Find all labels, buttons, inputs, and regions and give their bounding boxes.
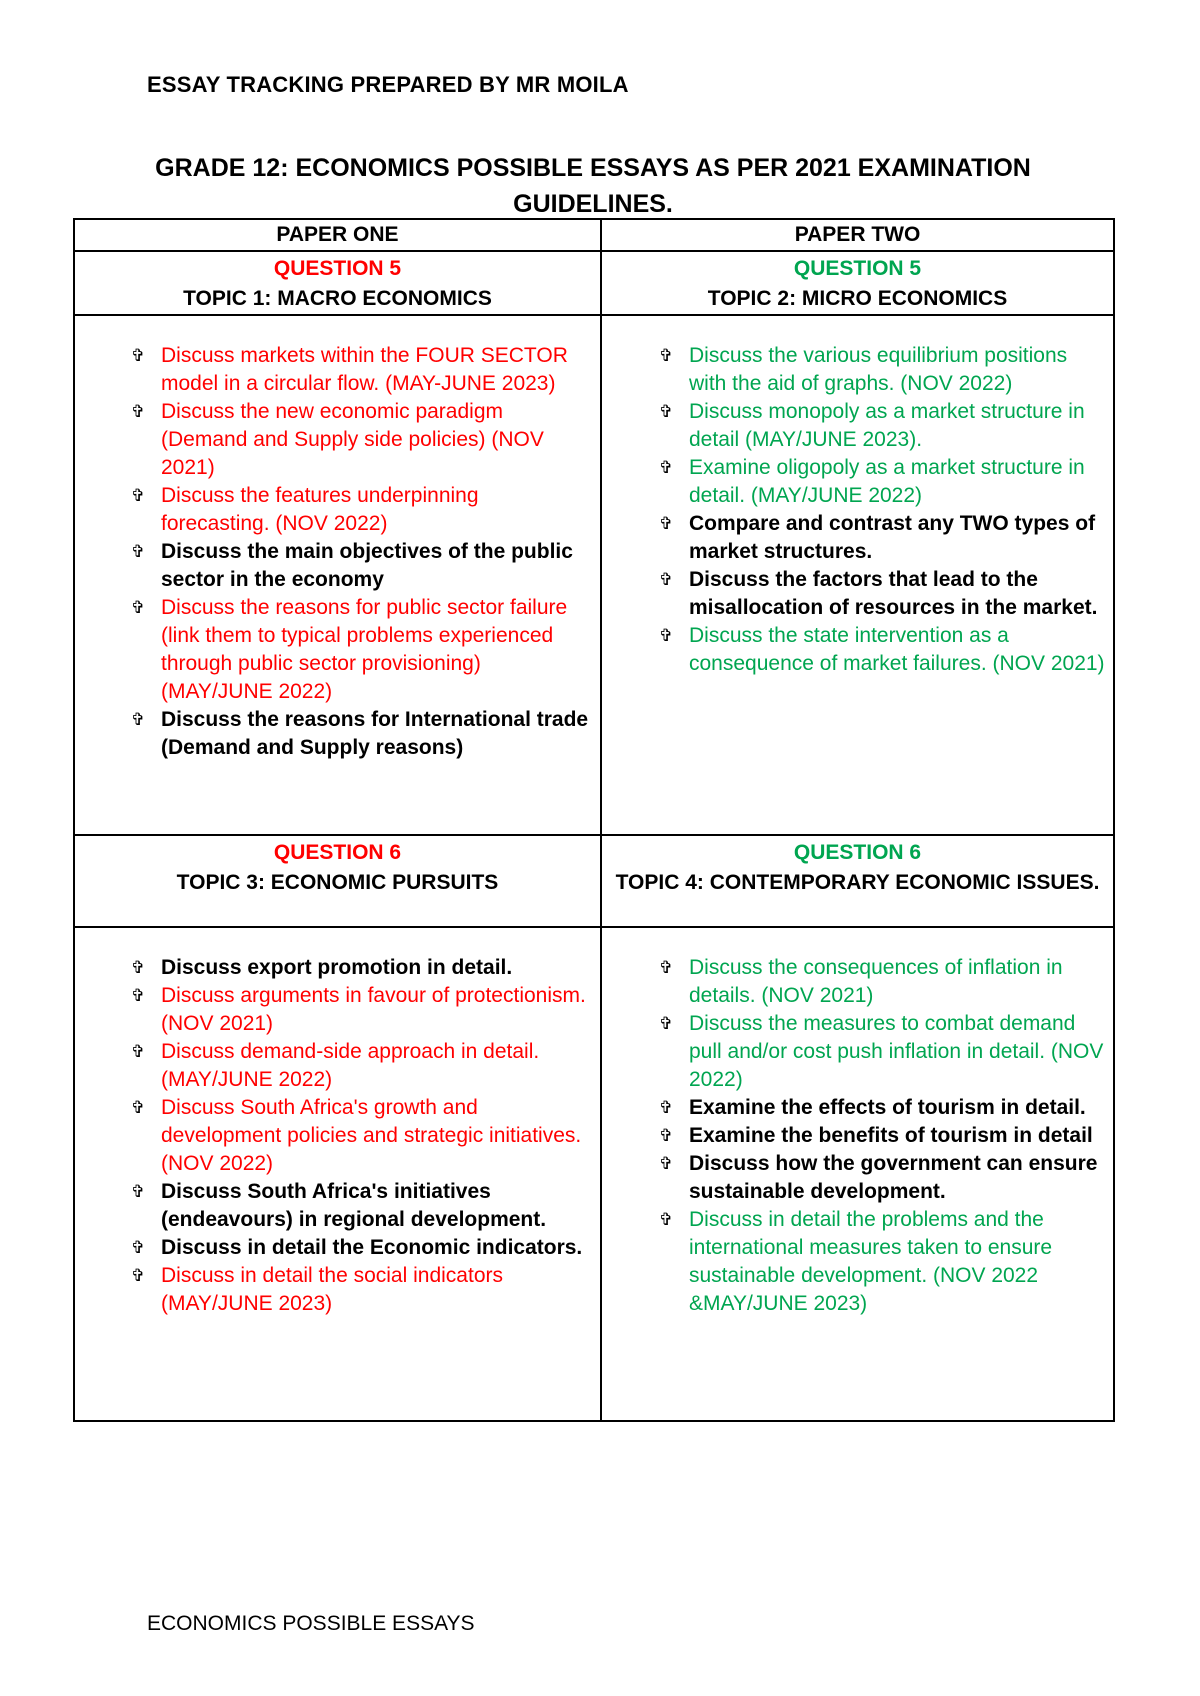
cross-bullet-icon: ✞ bbox=[658, 514, 674, 534]
essay-item bbox=[130, 1038, 592, 1094]
essay-text: Discuss export promotion in detail. bbox=[161, 956, 513, 979]
essay-item bbox=[130, 398, 592, 482]
document-title: GRADE 12: ECONOMICS POSSIBLE ESSAYS AS PER 2021 EXAMINATION GUIDELINES. bbox=[155, 154, 1031, 218]
paper-header-row bbox=[74, 219, 1114, 251]
cross-bullet-icon: ✞ bbox=[130, 986, 146, 1006]
essay-item bbox=[130, 1178, 592, 1234]
essay-item bbox=[658, 342, 1109, 398]
cross-bullet-icon: ✞ bbox=[658, 1014, 674, 1034]
topic-4-essays bbox=[601, 927, 1114, 1421]
essay-text: Discuss South Africa's growth and development policies and strategic initiatives. (NOV 2022) bbox=[161, 1096, 582, 1175]
topic-label: TOPIC 1: MACRO ECONOMICS bbox=[183, 287, 492, 310]
essay-item bbox=[130, 482, 592, 538]
essay-item bbox=[658, 566, 1109, 622]
cross-bullet-icon: ✞ bbox=[130, 598, 146, 618]
cross-bullet-icon: ✞ bbox=[658, 1126, 674, 1146]
essay-text: Discuss the reasons for public sector failure (link them to typical problems experienced through public sector provisioning) (MAY/JUNE 2022) bbox=[161, 596, 568, 703]
essay-text: Discuss in detail the Economic indicators. bbox=[161, 1236, 583, 1259]
essay-text: Discuss in detail the problems and the international measures taken to ensure sustainable development. (NOV 2022 &MAY/JUNE 2023) bbox=[689, 1208, 1053, 1315]
essay-text: Discuss the reasons for International trade (Demand and Supply reasons) bbox=[161, 708, 589, 759]
question-label: QUESTION 5 bbox=[273, 257, 402, 280]
essay-item bbox=[130, 342, 592, 398]
topic-1-essays bbox=[74, 315, 601, 835]
cross-bullet-icon: ✞ bbox=[130, 1182, 146, 1202]
essay-item bbox=[130, 954, 592, 982]
cross-bullet-icon: ✞ bbox=[658, 1154, 674, 1174]
essay-text: Discuss the various equilibrium positions with the aid of graphs. (NOV 2022) bbox=[689, 344, 1068, 395]
essay-item bbox=[130, 1234, 592, 1262]
essay-item bbox=[658, 622, 1109, 678]
cross-bullet-icon: ✞ bbox=[658, 626, 674, 646]
cross-bullet-icon: ✞ bbox=[130, 346, 146, 366]
cross-bullet-icon: ✞ bbox=[130, 402, 146, 422]
essay-item bbox=[658, 510, 1109, 566]
cross-bullet-icon: ✞ bbox=[130, 1042, 146, 1062]
essay-text: Discuss the main objectives of the public sector in the economy bbox=[161, 540, 573, 591]
essay-item bbox=[658, 954, 1109, 1010]
section-2-items-row bbox=[74, 927, 1114, 1421]
topic-2-essays bbox=[601, 315, 1114, 835]
essay-text: Discuss the consequences of inflation in details. (NOV 2021) bbox=[689, 956, 1063, 1007]
cross-bullet-icon: ✞ bbox=[130, 710, 146, 730]
essay-text: Discuss the factors that lead to the misallocation of resources in the market. bbox=[689, 568, 1098, 619]
essay-item bbox=[130, 706, 592, 762]
essay-text: Discuss South Africa's initiatives (endeavours) in regional development. bbox=[161, 1180, 547, 1231]
cross-bullet-icon: ✞ bbox=[130, 1098, 146, 1118]
essay-text: Discuss the measures to combat demand pull and/or cost push inflation in detail. (NOV 2022) bbox=[689, 1012, 1104, 1091]
section-1-items-row bbox=[74, 315, 1114, 835]
question-label: QUESTION 6 bbox=[793, 841, 922, 864]
essay-item bbox=[658, 1150, 1109, 1206]
essay-item bbox=[130, 982, 592, 1038]
topic-1-header bbox=[74, 251, 601, 315]
cross-bullet-icon: ✞ bbox=[658, 346, 674, 366]
section-1-topic-row bbox=[74, 251, 1114, 315]
cross-bullet-icon: ✞ bbox=[130, 958, 146, 978]
essay-text: Examine oligopoly as a market structure in detail. (MAY/JUNE 2022) bbox=[689, 456, 1085, 507]
essay-item bbox=[658, 398, 1109, 454]
paper-two-header: PAPER TWO bbox=[601, 219, 1114, 251]
cross-bullet-icon: ✞ bbox=[658, 570, 674, 590]
topic-2-header bbox=[601, 251, 1114, 315]
topic-label: TOPIC 3: ECONOMIC PURSUITS bbox=[176, 871, 499, 894]
topic-3-essays bbox=[74, 927, 601, 1421]
essay-list bbox=[75, 316, 600, 762]
essay-text: Discuss the features underpinning forecasting. (NOV 2022) bbox=[161, 484, 479, 535]
topic-label: TOPIC 2: MICRO ECONOMICS bbox=[707, 287, 1008, 310]
essay-list bbox=[75, 928, 600, 1318]
essay-list bbox=[602, 928, 1113, 1318]
topic-4-header bbox=[601, 835, 1114, 927]
essay-text: Discuss markets within the FOUR SECTOR model in a circular flow. (MAY-JUNE 2023) bbox=[161, 344, 568, 395]
essay-text: Discuss in detail the social indicators (MAY/JUNE 2023) bbox=[161, 1264, 503, 1315]
essay-text: Discuss how the government can ensure sustainable development. bbox=[689, 1152, 1098, 1203]
topic-3-header bbox=[74, 835, 601, 927]
document-header: ESSAY TRACKING PREPARED BY MR MOILA bbox=[147, 72, 629, 97]
essay-item bbox=[658, 454, 1109, 510]
question-label: QUESTION 5 bbox=[793, 257, 922, 280]
topic-label: TOPIC 4: CONTEMPORARY ECONOMIC ISSUES. bbox=[615, 871, 1100, 894]
essay-item bbox=[658, 1206, 1109, 1318]
cross-bullet-icon: ✞ bbox=[658, 958, 674, 978]
question-label: QUESTION 6 bbox=[273, 841, 402, 864]
essay-text: Discuss monopoly as a market structure in detail (MAY/JUNE 2023). bbox=[689, 400, 1085, 451]
essay-item bbox=[130, 594, 592, 706]
document-footer: ECONOMICS POSSIBLE ESSAYS bbox=[147, 1612, 475, 1635]
paper-one-header: PAPER ONE bbox=[74, 219, 601, 251]
essay-text: Discuss demand-side approach in detail. (MAY/JUNE 2022) bbox=[161, 1040, 540, 1091]
essay-item bbox=[658, 1010, 1109, 1094]
essay-list bbox=[602, 316, 1113, 678]
essay-text: Examine the benefits of tourism in detail bbox=[689, 1124, 1093, 1147]
essay-item bbox=[658, 1122, 1109, 1150]
cross-bullet-icon: ✞ bbox=[130, 542, 146, 562]
essay-item bbox=[130, 1094, 592, 1178]
essay-text: Discuss the state intervention as a consequence of market failures. (NOV 2021) bbox=[689, 624, 1105, 675]
cross-bullet-icon: ✞ bbox=[658, 458, 674, 478]
cross-bullet-icon: ✞ bbox=[658, 1210, 674, 1230]
cross-bullet-icon: ✞ bbox=[658, 1098, 674, 1118]
essay-item bbox=[130, 538, 592, 594]
essay-table bbox=[73, 218, 1115, 1422]
essay-item bbox=[658, 1094, 1109, 1122]
cross-bullet-icon: ✞ bbox=[130, 486, 146, 506]
essay-text: Compare and contrast any TWO types of market structures. bbox=[689, 512, 1096, 563]
essay-text: Discuss the new economic paradigm (Demand and Supply side policies) (NOV 2021) bbox=[161, 400, 544, 479]
cross-bullet-icon: ✞ bbox=[130, 1266, 146, 1286]
essay-text: Discuss arguments in favour of protectionism. (NOV 2021) bbox=[161, 984, 586, 1035]
section-2-topic-row bbox=[74, 835, 1114, 927]
essay-text: Examine the effects of tourism in detail. bbox=[689, 1096, 1086, 1119]
cross-bullet-icon: ✞ bbox=[130, 1238, 146, 1258]
essay-item bbox=[130, 1262, 592, 1318]
cross-bullet-icon: ✞ bbox=[658, 402, 674, 422]
